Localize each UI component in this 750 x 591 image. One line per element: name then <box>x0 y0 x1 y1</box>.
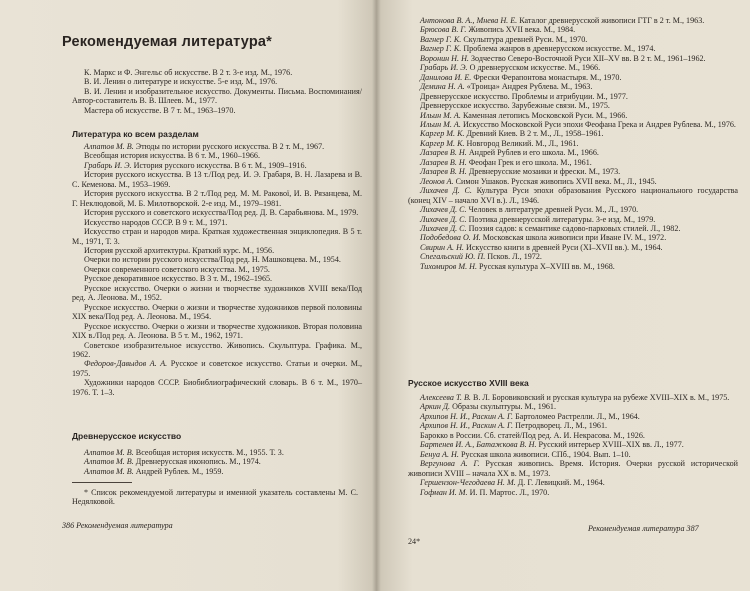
section-heading-old-russian: Древнерусское искусство <box>72 431 182 441</box>
list-item: Грабарь И. Э. О древнерусском искусстве. М., 1966. <box>420 63 601 73</box>
list-item: Каргер М. К. Древний Киев. В 2 т. М., Л., 1958–1961. <box>420 129 604 139</box>
list-item: Бартенев И. А., Батажкова В. Н. Русский интерьер XVIII–XIX вв. Л., 1977. <box>420 440 684 450</box>
list-item: История русского и советского искусства/Под ред. Д. В. Сарабьянова. М., 1979. <box>84 208 359 218</box>
list-item: Художники народов СССР. Биобиблиографический словарь. В 6 т. М., 1970–1976. Т. 1–3. <box>72 378 362 397</box>
list-item: Аркин Д. Образы скульптуры. М., 1961. <box>420 402 556 412</box>
list-item: Грабарь И. Э. История русского искусства. В 6 т. М., 1909–1916. <box>84 160 307 170</box>
eighteenth-century-list <box>408 393 738 497</box>
list-item: Русское искусство. Очерки о жизни и творчестве художников XVIII века/Под ред. А. Леонова. М., 1952. <box>72 283 362 303</box>
list-item: Демина Н. А. «Троица» Андрея Рублева. М., 1963. <box>420 82 593 92</box>
list-item: Русское декоративное искусство. В 3 т. М., 1962–1965. <box>84 274 273 284</box>
list-item: Антонова В. А., Мнева Н. Е. Каталог древнерусской живописи ГТГ в 2 т. М., 1963. <box>420 16 705 25</box>
list-item: История русского искусства. В 13 т./Под ред. И. Э. Грабаря, В. Н. Лазарева и В. С. Кеменова. М., 1953–1969. <box>72 170 362 189</box>
footnote-rule <box>72 482 132 483</box>
running-head-right: Рекомендуемая литература 387 <box>588 524 699 533</box>
list-item: Подобедова О. И. Московская школа живописи при Иване IV. М., 1972. <box>420 233 667 243</box>
list-item: Ильин М. А. Каменная летопись Московской Руси. М., 1966. <box>420 110 628 120</box>
list-item: В. И. Ленин о литературе и искусстве. 5-е изд. М., 1976. <box>84 77 278 87</box>
list-item: Гершензон-Чегодаева Н. М. Д. Г. Левицкий. М., 1964. <box>420 478 605 488</box>
list-item: Вагнер Г. К. Проблема жанров в древнерусском искусстве. М., 1974. <box>420 44 656 54</box>
footnote: * Список рекомендуемой литературы и именной указатель составлены М. С. Недялковой. <box>72 488 358 507</box>
list-item: История русской архитектуры. Краткий курс. М., 1956. <box>84 245 275 255</box>
list-item: Алпатов М. В. Древнерусская иконопись. М., 1974. <box>84 457 261 467</box>
list-item: Советское изобразительное искусство. Живопись. Скульптура. Графика. М., 1962. <box>72 340 362 359</box>
left-page <box>0 0 372 591</box>
intro-list <box>72 68 362 115</box>
list-item: Бенуа А. Н. Русская школа живописи. СПб., 1904. Вып. 1–10. <box>420 449 631 459</box>
list-item: Брюсова В. Г. Живопись XVII века. М., 1984. <box>420 25 576 35</box>
list-item: Всеобщая история искусства. В 6 т. М., 1960–1966. <box>84 151 260 161</box>
list-item: Лихачев Д. С. Поэзия садов: к семантике садово-парковых стилей. Л., 1982. <box>420 223 681 233</box>
list-item: Русское искусство. Очерки о жизни и творчестве художников первой половины XIX века/Под ред. А. Леонова. М., 1954. <box>72 302 362 322</box>
old-russian-list-continued <box>408 16 738 271</box>
list-item: В. И. Ленин и изобразительное искусство. Документы. Письма. Воспоминания/Автор-составитель В. В. Шлеев. М., 1977. <box>72 86 362 106</box>
list-item: Искусство стран и народов мира. Краткая художественная энциклопедия. В 5 т. М., 1971, Т. 3. <box>72 227 362 246</box>
list-item: Данилова И. Е. Фрески Ферапонтова монастыря. М., 1970. <box>420 72 622 82</box>
section-heading-general: Литература ко всем разделам <box>72 129 199 139</box>
list-item: Очерки по истории русского искусства/Под ред. Н. Машковцева. М., 1954. <box>84 255 341 265</box>
list-item: Лазарев В. Н. Андрей Рублев и его школа. М., 1966. <box>420 148 599 158</box>
list-item: Искусство народов СССР. В 9 т. М., 1971. <box>84 217 228 227</box>
list-item: Барокко в России. Сб. статей/Под ред. А. И. Некрасова. М., 1926. <box>420 430 645 440</box>
right-page <box>378 0 750 591</box>
list-item: Архипов Н. И., Раскин А. Г. Бартоломео Растрелли. Л., М., 1964. <box>420 411 640 421</box>
list-item: Ильин М. А. Искусство Московской Руси эпохи Феофана Грека и Андрея Рублева. М., 1976. <box>420 119 736 129</box>
list-item: Архипов Н. И., Раскин А. Г. Петродворец. Л., М., 1961. <box>420 421 608 431</box>
list-item: Лихачев Д. С. Культура Руси эпохи образования Русского национального государства (конец XIV – начало XVI в.). Л., 1946. <box>408 186 738 205</box>
section-heading-18th-century: Русское искусство XVIII века <box>408 378 529 388</box>
list-item: Федоров-Давыдов А. А. Русское и советское искусство. Статьи и очерки. М., 1975. <box>72 359 363 378</box>
list-item: Алпатов М. В. Этюды по истории русского искусства. В 2 т. М., 1967. <box>84 142 325 151</box>
list-item: Очерки современного советского искусства. М., 1975. <box>84 264 270 274</box>
list-item: Русское искусство. Очерки о жизни и творчестве художников. Вторая половина XIX в./Под ред. А. Леонова. В 5 т. М., 1962, 1971. <box>72 321 362 341</box>
list-item: Вергунова А. Г. Русская живопись. Время. История. Очерки русской исторической живописи XVIII – начала XX в. М., 1973. <box>408 459 738 478</box>
list-item: Лазарев В. Н. Феофан Грек и его школа. М., 1961. <box>420 157 592 167</box>
list-item: Каргер М. К. Новгород Великий. М., Л., 1961. <box>420 138 579 148</box>
list-item: Тихомиров М. Н. Русская культура X–XVIII вв. М., 1968. <box>420 261 615 271</box>
old-russian-list <box>72 448 362 476</box>
list-item: Воронин Н. Н. Зодчество Северо-Восточной Руси XII–XV вв. В 2 т. М., 1961–1962. <box>420 53 706 63</box>
list-item: Лихачев Д. С. Поэтика древнерусской литературы. 3-е изд. М., 1979. <box>420 214 656 224</box>
list-item: Свирин А. Н. Искусство книги в древней Руси (XI–XVII вв.). М., 1964. <box>420 242 663 252</box>
list-item: Лазарев В. Н. Древнерусские мозаики и фрески. М., 1973. <box>420 167 621 177</box>
list-item: Мастера об искусстве. В 7 т. М., 1963–1970. <box>84 105 236 115</box>
list-item: К. Маркс и Ф. Энгельс об искусстве. В 2 т. 3-е изд. М., 1976. <box>84 68 293 77</box>
list-item: Алпатов М. В. Андрей Рублев. М., 1959. <box>84 466 224 476</box>
list-item: История русского искусства. В 2 т./Под ред. М. М. Ракової, И. В. Рязанцева, М. Г. Неклюдовой, М. Б. Милотворской. 2-е изд. М., 1979–1981. <box>72 189 362 208</box>
running-head-left: 386 Рекомендуемая литература <box>62 521 173 530</box>
printer-signature: 24* <box>408 537 421 546</box>
list-item: Алексеева Т. В. В. Л. Боровиковский и русская культура на рубеже XVIII–XIX в. М., 1975. <box>420 393 730 402</box>
list-item: Древнерусское искусство. Зарубежные связи. М., 1975. <box>420 101 610 111</box>
list-item: Леонов А. Симон Ушаков. Русская живопись XVII века. М., Л., 1945. <box>420 176 657 186</box>
list-item: Спегальский Ю. П. Псков. Л., 1972. <box>420 252 542 262</box>
list-item: Алпатов М. В. Всеобщая история искусств. М., 1955. Т. 3. <box>84 448 284 457</box>
list-item: Вагнер Г. К. Скульптура древней Руси. М., 1970. <box>420 34 588 44</box>
list-item: Лихачев Д. С. Человек в литературе древней Руси. М., Л., 1970. <box>420 205 639 215</box>
page-title: Рекомендуемая литература* <box>62 34 272 50</box>
list-item: Гофман И. М. И. П. Мартос. Л., 1970. <box>420 487 550 497</box>
list-item: Древнерусское искусство. Проблемы и атрибуции. М., 1977. <box>420 91 628 101</box>
general-list <box>72 142 362 397</box>
